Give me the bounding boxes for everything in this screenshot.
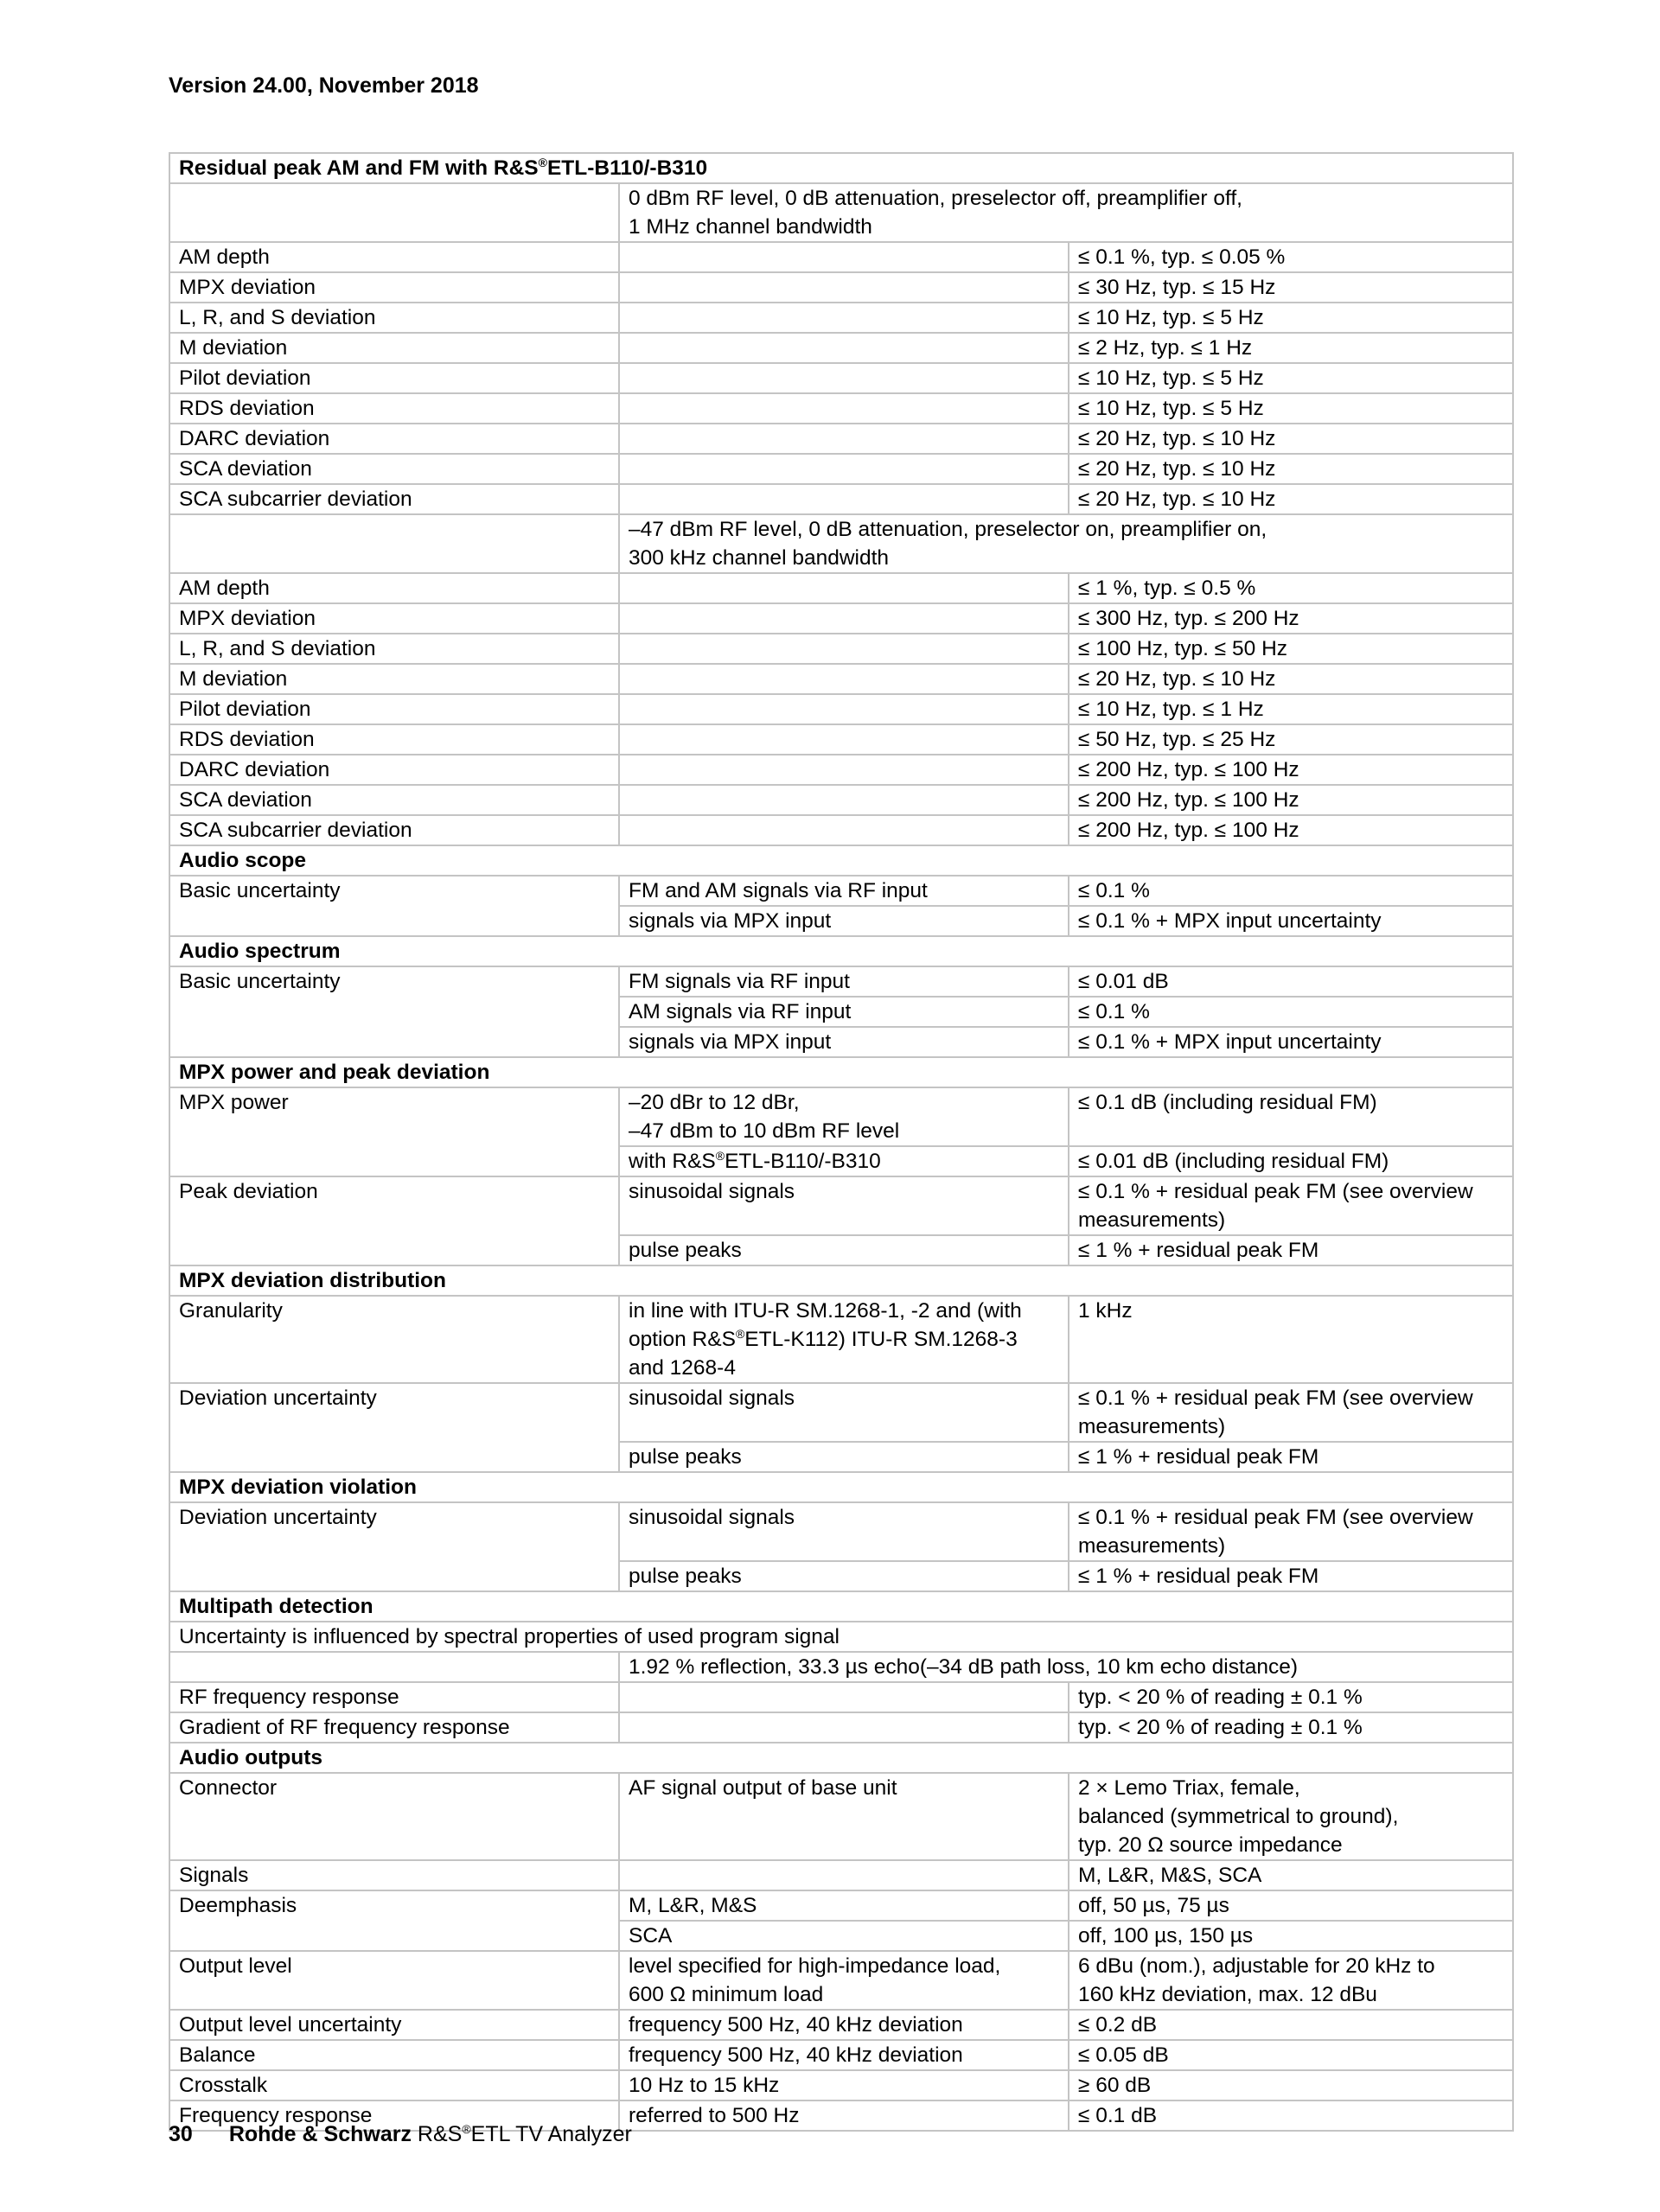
table-row: Peak deviation sinusoidal signals ≤ 0.1 % + residual peak FM (see overview measurements) <box>169 1176 1513 1235</box>
table-row: RDS deviation ≤ 50 Hz, typ. ≤ 25 Hz <box>169 724 1513 755</box>
section-mpx-violation: MPX deviation violation <box>169 1472 1513 1502</box>
table-row: Connector AF signal output of base unit 2 × Lemo Triax, female, balanced (symmetrical to ground), typ. 20 Ω source impedance <box>169 1773 1513 1860</box>
table-row: SCA deviation ≤ 20 Hz, typ. ≤ 10 Hz <box>169 454 1513 484</box>
table-row: signals via MPX input ≤ 0.1 % + MPX input uncertainty <box>169 906 1513 936</box>
section-audio-scope: Audio scope <box>169 845 1513 876</box>
table-row: Output level level specified for high-impedance load, 600 Ω minimum load 6 dBu (nom.), adjustable for 20 kHz to 160 kHz deviation, max. 12 dBu <box>169 1951 1513 2010</box>
table-row: pulse peaks ≤ 1 % + residual peak FM <box>169 1235 1513 1265</box>
section-mpx-power: MPX power and peak deviation <box>169 1057 1513 1087</box>
table-row: MPX deviation ≤ 30 Hz, typ. ≤ 15 Hz <box>169 272 1513 303</box>
table-row: M deviation ≤ 20 Hz, typ. ≤ 10 Hz <box>169 664 1513 694</box>
section-mpx-distribution: MPX deviation distribution <box>169 1265 1513 1296</box>
table-row: SCA subcarrier deviation ≤ 200 Hz, typ. ≤ 100 Hz <box>169 815 1513 845</box>
table-row: Pilot deviation ≤ 10 Hz, typ. ≤ 1 Hz <box>169 694 1513 724</box>
table-row: pulse peaks ≤ 1 % + residual peak FM <box>169 1442 1513 1472</box>
table-row: Deemphasis M, L&R, M&S off, 50 µs, 75 µs <box>169 1890 1513 1921</box>
table-row: Granularity in line with ITU-R SM.1268-1, -2 and (with option R&S®ETL-K112) ITU-R SM.1268-3 and 1268-4 1 kHz <box>169 1296 1513 1383</box>
table-row: Balance frequency 500 Hz, 40 kHz deviation ≤ 0.05 dB <box>169 2040 1513 2070</box>
table-row: MPX power –20 dBr to 12 dBr, –47 dBm to 10 dBm RF level ≤ 0.1 dB (including residual FM) <box>169 1087 1513 1146</box>
table-row: Gradient of RF frequency response typ. < 20 % of reading ± 0.1 % <box>169 1712 1513 1743</box>
section-multipath: Multipath detection <box>169 1591 1513 1622</box>
section-title: Residual peak AM and FM with R&S®ETL-B110/-B310 <box>169 153 1513 183</box>
table-row: RDS deviation ≤ 10 Hz, typ. ≤ 5 Hz <box>169 393 1513 424</box>
table-row: Signals M, L&R, M&S, SCA <box>169 1860 1513 1890</box>
table-row: SCA off, 100 µs, 150 µs <box>169 1921 1513 1951</box>
condition-row: 0 dBm RF level, 0 dB attenuation, preselector off, preamplifier off, 1 MHz channel bandwidth <box>169 183 1513 242</box>
table-row: pulse peaks ≤ 1 % + residual peak FM <box>169 1561 1513 1591</box>
table-row: L, R, and S deviation ≤ 100 Hz, typ. ≤ 50 Hz <box>169 634 1513 664</box>
condition-row: 1.92 % reflection, 33.3 µs echo(–34 dB path loss, 10 km echo distance) <box>169 1652 1513 1682</box>
table-row: M deviation ≤ 2 Hz, typ. ≤ 1 Hz <box>169 333 1513 363</box>
table-row: Basic uncertainty FM signals via RF input ≤ 0.01 dB <box>169 966 1513 997</box>
condition-row: –47 dBm RF level, 0 dB attenuation, preselector on, preamplifier on, 300 kHz channel bandwidth <box>169 514 1513 573</box>
table-row: DARC deviation ≤ 20 Hz, typ. ≤ 10 Hz <box>169 424 1513 454</box>
brand-name: Rohde & Schwarz <box>228 2122 412 2146</box>
table-row: DARC deviation ≤ 200 Hz, typ. ≤ 100 Hz <box>169 755 1513 785</box>
table-row: SCA deviation ≤ 200 Hz, typ. ≤ 100 Hz <box>169 785 1513 815</box>
table-row: Uncertainty is influenced by spectral properties of used program signal <box>169 1622 1513 1652</box>
section-audio-spectrum: Audio spectrum <box>169 936 1513 966</box>
table-row: MPX deviation ≤ 300 Hz, typ. ≤ 200 Hz <box>169 603 1513 634</box>
table-row: SCA subcarrier deviation ≤ 20 Hz, typ. ≤ 10 Hz <box>169 484 1513 514</box>
table-row: Pilot deviation ≤ 10 Hz, typ. ≤ 5 Hz <box>169 363 1513 393</box>
table-row: AM depth ≤ 0.1 %, typ. ≤ 0.05 % <box>169 242 1513 272</box>
document-version: Version 24.00, November 2018 <box>169 73 479 98</box>
table-row: Deviation uncertainty sinusoidal signals ≤ 0.1 % + residual peak FM (see overview measurements) <box>169 1383 1513 1442</box>
table-row: RF frequency response typ. < 20 % of reading ± 0.1 % <box>169 1682 1513 1712</box>
page-number: 30 <box>169 2122 193 2146</box>
section-residual-peak <box>169 153 1513 183</box>
table-row: Output level uncertainty frequency 500 Hz, 40 kHz deviation ≤ 0.2 dB <box>169 2010 1513 2040</box>
specification-table <box>169 152 1514 2132</box>
page-footer <box>169 2122 632 2147</box>
table-row: with R&S®ETL-B110/-B310 ≤ 0.01 dB (including residual FM) <box>169 1146 1513 1176</box>
table-row: signals via MPX input ≤ 0.1 % + MPX input uncertainty <box>169 1027 1513 1057</box>
table-row: L, R, and S deviation ≤ 10 Hz, typ. ≤ 5 Hz <box>169 303 1513 333</box>
product-name: R&S®ETL TV Analyzer <box>411 2122 632 2146</box>
table-row: AM signals via RF input ≤ 0.1 % <box>169 997 1513 1027</box>
table-row: Basic uncertainty FM and AM signals via RF input ≤ 0.1 % <box>169 876 1513 906</box>
table-row: AM depth ≤ 1 %, typ. ≤ 0.5 % <box>169 573 1513 603</box>
table-row: Deviation uncertainty sinusoidal signals ≤ 0.1 % + residual peak FM (see overview measurements) <box>169 1502 1513 1561</box>
table-row: Crosstalk 10 Hz to 15 kHz ≥ 60 dB <box>169 2070 1513 2100</box>
section-audio-outputs: Audio outputs <box>169 1743 1513 1773</box>
table-row: Frequency response referred to 500 Hz ≤ 0.1 dB <box>169 2100 1513 2131</box>
